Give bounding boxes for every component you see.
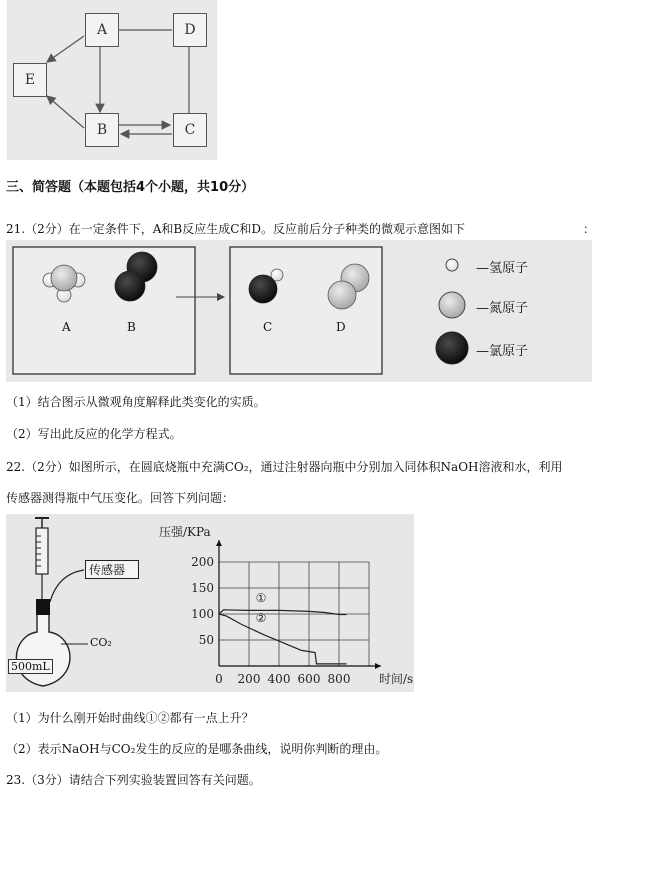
legend-nitrogen-label: —氮原子 bbox=[476, 301, 529, 316]
legend-hydrogen-atom bbox=[446, 259, 458, 271]
series-label-1: ① bbox=[255, 591, 267, 606]
co2-label: CO₂ bbox=[90, 636, 112, 649]
x-tick-label: 800 bbox=[327, 672, 351, 686]
node-a: A bbox=[85, 13, 119, 47]
x-tick-label: 600 bbox=[297, 672, 321, 686]
stopper bbox=[36, 599, 50, 615]
sensor-label: 传感器 bbox=[89, 563, 126, 577]
q22-stem-line2: 传感器测得瓶中气压变化。回答下列问题： bbox=[6, 491, 235, 505]
node-e: E bbox=[13, 63, 47, 97]
q22-sub1: （1）为什么刚开始时曲线①②都有一点上升？ bbox=[6, 711, 254, 725]
y-axis-arrow bbox=[216, 540, 222, 546]
y-tick-label: 50 bbox=[198, 633, 214, 647]
q21-sub1: （1）结合图示从微观角度解释此类变化的实质。 bbox=[6, 395, 266, 409]
y-axis-label: 压强/KPa bbox=[159, 525, 211, 539]
label-c: C bbox=[263, 320, 273, 334]
flask-volume-label: 500mL bbox=[8, 659, 53, 674]
x-tick-label: 0 bbox=[215, 672, 223, 686]
series-label-2: ② bbox=[255, 610, 267, 625]
node-c: C bbox=[173, 113, 207, 147]
y-tick-label: 100 bbox=[191, 607, 214, 621]
q23-stem: 23.（3分）请结合下列实验装置回答有关问题。 bbox=[6, 773, 261, 787]
legend-chlorine-atom bbox=[436, 332, 468, 364]
legend-hydrogen-label: —氢原子 bbox=[476, 261, 529, 276]
q22-stem-line1: 22.（2分）如图所示，在圆底烧瓶中充满CO₂，通过注射器向瓶中分别加入同体积NaOH溶液和水，利用 bbox=[6, 460, 563, 474]
section-heading: 三、简答题（本题包括4个小题，共10分） bbox=[6, 180, 255, 195]
pressure-chart bbox=[154, 514, 414, 692]
x-axis-label: 时间/s bbox=[379, 672, 414, 686]
sensor-wire bbox=[50, 570, 84, 602]
q21-sub2: （2）写出此反应的化学方程式。 bbox=[6, 427, 182, 441]
legend-nitrogen-atom bbox=[439, 292, 465, 318]
y-tick-label: 200 bbox=[191, 555, 214, 569]
flow-diagram-panel bbox=[7, 0, 217, 160]
q21-stem-tail: ： bbox=[583, 222, 596, 236]
q22-sub2: （2）表示NaOH与CO₂发生的反应的是哪条曲线，说明你判断的理由。 bbox=[6, 742, 388, 756]
edge-b-e bbox=[47, 96, 84, 128]
node-b: B bbox=[85, 113, 119, 147]
q21-stem: 21.（2分）在一定条件下，A和B反应生成C和D。反应前后分子种类的微观示意图如下 bbox=[6, 222, 466, 236]
x-tick-label: 200 bbox=[237, 672, 261, 686]
x-tick-label: 400 bbox=[267, 672, 291, 686]
q22-figure bbox=[6, 514, 414, 692]
edge-a-e bbox=[47, 36, 84, 62]
reactant-box bbox=[13, 247, 195, 374]
legend-chlorine-label: —氯原子 bbox=[476, 344, 529, 359]
node-d: D bbox=[173, 13, 207, 47]
y-tick-label: 150 bbox=[191, 581, 214, 595]
q21-molecule-figure bbox=[6, 240, 592, 382]
series-line-2 bbox=[219, 614, 347, 664]
label-d: D bbox=[336, 320, 346, 334]
x-axis-arrow bbox=[375, 663, 381, 669]
label-b: B bbox=[127, 320, 136, 334]
label-a: A bbox=[62, 320, 71, 334]
syringe-barrel bbox=[36, 528, 48, 574]
round-bottom-flask bbox=[16, 615, 70, 686]
